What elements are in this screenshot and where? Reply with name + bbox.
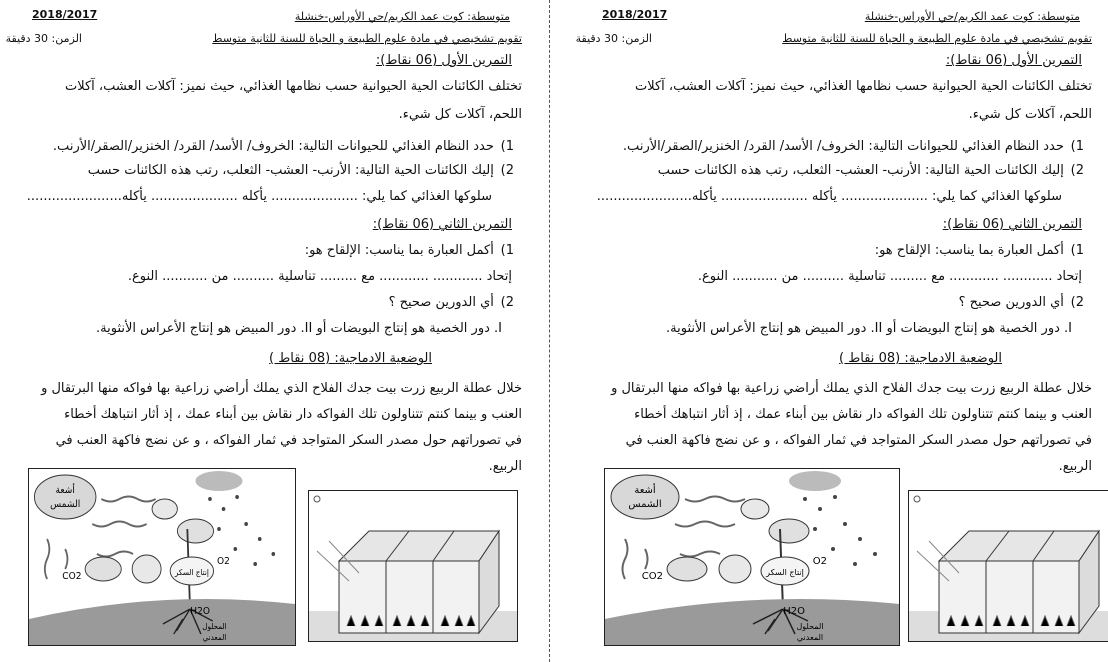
exam-title: تقويم تشخيصي في مادة علوم الطبيعة و الحياة للسنة للثانية متوسط	[212, 32, 522, 45]
exercise1-q1-number: 1)	[1070, 139, 1084, 154]
exercise1-q2-line1: إليك الكائنات الحية التالية: الأرنب- العشب- الثعلب، رتب هذه الكائنات حسب	[657, 163, 1064, 178]
sugar-label: إنتاج السكر	[766, 568, 804, 577]
exercise1-q1-text: حدد النظام الغذائي للحيوانات التالية: الخروف/ الأسد/ القرد/ الخنزير/الصقر/الأرنب.	[52, 139, 494, 154]
integration-line3: في تصوراتهم حول مصدر السكر المتواجد في ثمار الفواكه ، و عن نضج فاكهة العنب في	[55, 433, 522, 448]
exercise2-q1	[875, 242, 1084, 260]
exercise1-q2	[88, 162, 514, 180]
greenhouse-drawing	[909, 491, 1108, 641]
sun-label-1: أشعة	[634, 485, 656, 496]
exercise2-options: I. دور الخصية هو إنتاج البويضات أو II. دور المبيض هو إنتاج الأعراس الأنثوية.	[96, 321, 502, 336]
co2-label: CO2	[62, 570, 82, 583]
exercise2-title: التمرين الثاني (06 نقاط):	[372, 217, 512, 232]
exercise1-intro-line2: اللحم، آكلات كل شيء.	[968, 107, 1092, 122]
integration-line4: الربيع.	[1058, 459, 1092, 474]
o2-label: O2	[812, 556, 827, 567]
photosynthesis-drawing	[29, 469, 295, 645]
exercise2-q1-fill: إتحاد ............ ............ مع ......... تناسلية .......... من ........... النوع.	[127, 269, 512, 284]
sun-label-1: أشعة	[55, 484, 75, 497]
greenhouse-drawing	[309, 491, 517, 641]
photosynthesis-drawing	[605, 469, 899, 645]
co2-label: CO2	[641, 571, 663, 582]
school-year: 2018/2017	[602, 8, 668, 21]
exercise1-title: التمرين الأول (06 نقاط):	[375, 53, 512, 68]
soil-label-1: المحلول	[796, 622, 824, 631]
school-name: متوسطة: كوت عمد الكريم/حي الأوراس-خنشلة	[864, 10, 1080, 23]
exercise2-q1-number: 1)	[500, 243, 514, 258]
integration-title: الوضعية الادماجية: (08 نقاط )	[269, 351, 432, 366]
h2o-label: H2O	[190, 605, 210, 618]
sugar-label: إنتاج السكر	[174, 567, 209, 578]
exercise2-q2-text: أي الدورين صحيح ؟	[388, 295, 494, 310]
exercise1-intro-line1: تختلف الكائنات الحية الحيوانية حسب نظامها الغذائي، حيث نميز: آكلات العشب، آكلات	[635, 79, 1092, 94]
exercise2-q2-number: 2)	[500, 295, 514, 310]
exercise1-title: التمرين الأول (06 نقاط):	[945, 53, 1082, 68]
exercise1-q2-number: 2)	[500, 163, 514, 178]
exercise2-q1-number: 1)	[1070, 243, 1084, 258]
exercise2-options: I. دور الخصية هو إنتاج البويضات أو II. دور المبيض هو إنتاج الأعراس الأنثوية.	[666, 321, 1072, 336]
exercise2-q1-text: أكمل العبارة بما يناسب: الإلقاح هو:	[304, 243, 494, 258]
h2o-label: H2O	[783, 606, 805, 617]
duration: الزمن: 30 دقيقة	[575, 32, 652, 45]
duration: الزمن: 30 دقيقة	[5, 32, 82, 45]
exam-title: تقويم تشخيصي في مادة علوم الطبيعة و الحياة للسنة للثانية متوسط	[782, 32, 1092, 45]
exercise1-q2	[658, 162, 1084, 180]
school-name: متوسطة: كوت عمد الكريم/حي الأوراس-خنشلة	[294, 10, 510, 23]
exercise1-intro-line1: تختلف الكائنات الحية الحيوانية حسب نظامها الغذائي، حيث نميز: آكلات العشب، آكلات	[65, 79, 522, 94]
school-year: 2018/2017	[32, 8, 98, 21]
integration-title: الوضعية الادماجية: (08 نقاط )	[839, 351, 1002, 366]
exam-copy-left	[2, 0, 522, 662]
exercise1-q1	[623, 138, 1084, 156]
soil-label-1: المحلول	[202, 621, 227, 632]
exercise2-q1-fill: إتحاد ............ ............ مع ......... تناسلية .......... من ........... النوع.	[697, 269, 1082, 284]
exercise1-q2-line1: إليك الكائنات الحية التالية: الأرنب- العشب- الثعلب، رتب هذه الكائنات حسب	[87, 163, 494, 178]
o2-label: O2	[217, 555, 230, 568]
exercise1-q1-number: 1)	[500, 139, 514, 154]
exercise2-q1-text: أكمل العبارة بما يناسب: الإلقاح هو:	[874, 243, 1064, 258]
exercise2-title: التمرين الثاني (06 نقاط):	[942, 217, 1082, 232]
sun-label-2: الشمس	[50, 498, 81, 511]
photosynthesis-figure	[604, 468, 900, 646]
soil-label-2: المعدني	[796, 633, 824, 642]
exercise2-q2	[959, 294, 1084, 312]
greenhouse-figure	[308, 490, 518, 642]
sun-label-2: الشمس	[628, 499, 662, 510]
exercise2-q2-text: أي الدورين صحيح ؟	[958, 295, 1064, 310]
photosynthesis-figure	[28, 468, 296, 646]
exercise1-q1	[53, 138, 514, 156]
soil-label-2: المعدني	[202, 632, 227, 643]
exercise2-q1	[305, 242, 514, 260]
integration-line3: في تصوراتهم حول مصدر السكر المتواجد في ثمار الفواكه ، و عن نضج فاكهة العنب في	[625, 433, 1092, 448]
exercise1-q2-line2: سلوكها الغذائي كما يلي: ..................... يأكله ..................... يأكله.......................	[596, 189, 1062, 204]
exercise2-q2	[389, 294, 514, 312]
integration-line4: الربيع.	[488, 459, 522, 474]
integration-line2: العنب و بينما كنتم تتناولون تلك الفواكه دار نقاش بين أبناء عمك ، إذ أثار انتباهك أخطاء	[64, 407, 522, 422]
exercise1-q2-number: 2)	[1070, 163, 1084, 178]
integration-line2: العنب و بينما كنتم تتناولون تلك الفواكه دار نقاش بين أبناء عمك ، إذ أثار انتباهك أخطاء	[634, 407, 1092, 422]
integration-line1: خلال عطلة الربيع زرت بيت جدك الفلاح الذي يملك أراضي زراعية بها فواكه منها البرتقال و	[611, 381, 1092, 396]
exercise1-intro-line2: اللحم، آكلات كل شيء.	[398, 107, 522, 122]
exam-copy-right	[572, 0, 1092, 662]
page-divider	[549, 0, 550, 662]
integration-line1: خلال عطلة الربيع زرت بيت جدك الفلاح الذي يملك أراضي زراعية بها فواكه منها البرتقال و	[41, 381, 522, 396]
exercise1-q1-text: حدد النظام الغذائي للحيوانات التالية: الخروف/ الأسد/ القرد/ الخنزير/الصقر/الأرنب.	[622, 139, 1064, 154]
exercise2-q2-number: 2)	[1070, 295, 1084, 310]
exercise1-q2-line2: سلوكها الغذائي كما يلي: ..................... يأكله ..................... يأكله.......................	[26, 189, 492, 204]
greenhouse-figure	[908, 490, 1108, 642]
